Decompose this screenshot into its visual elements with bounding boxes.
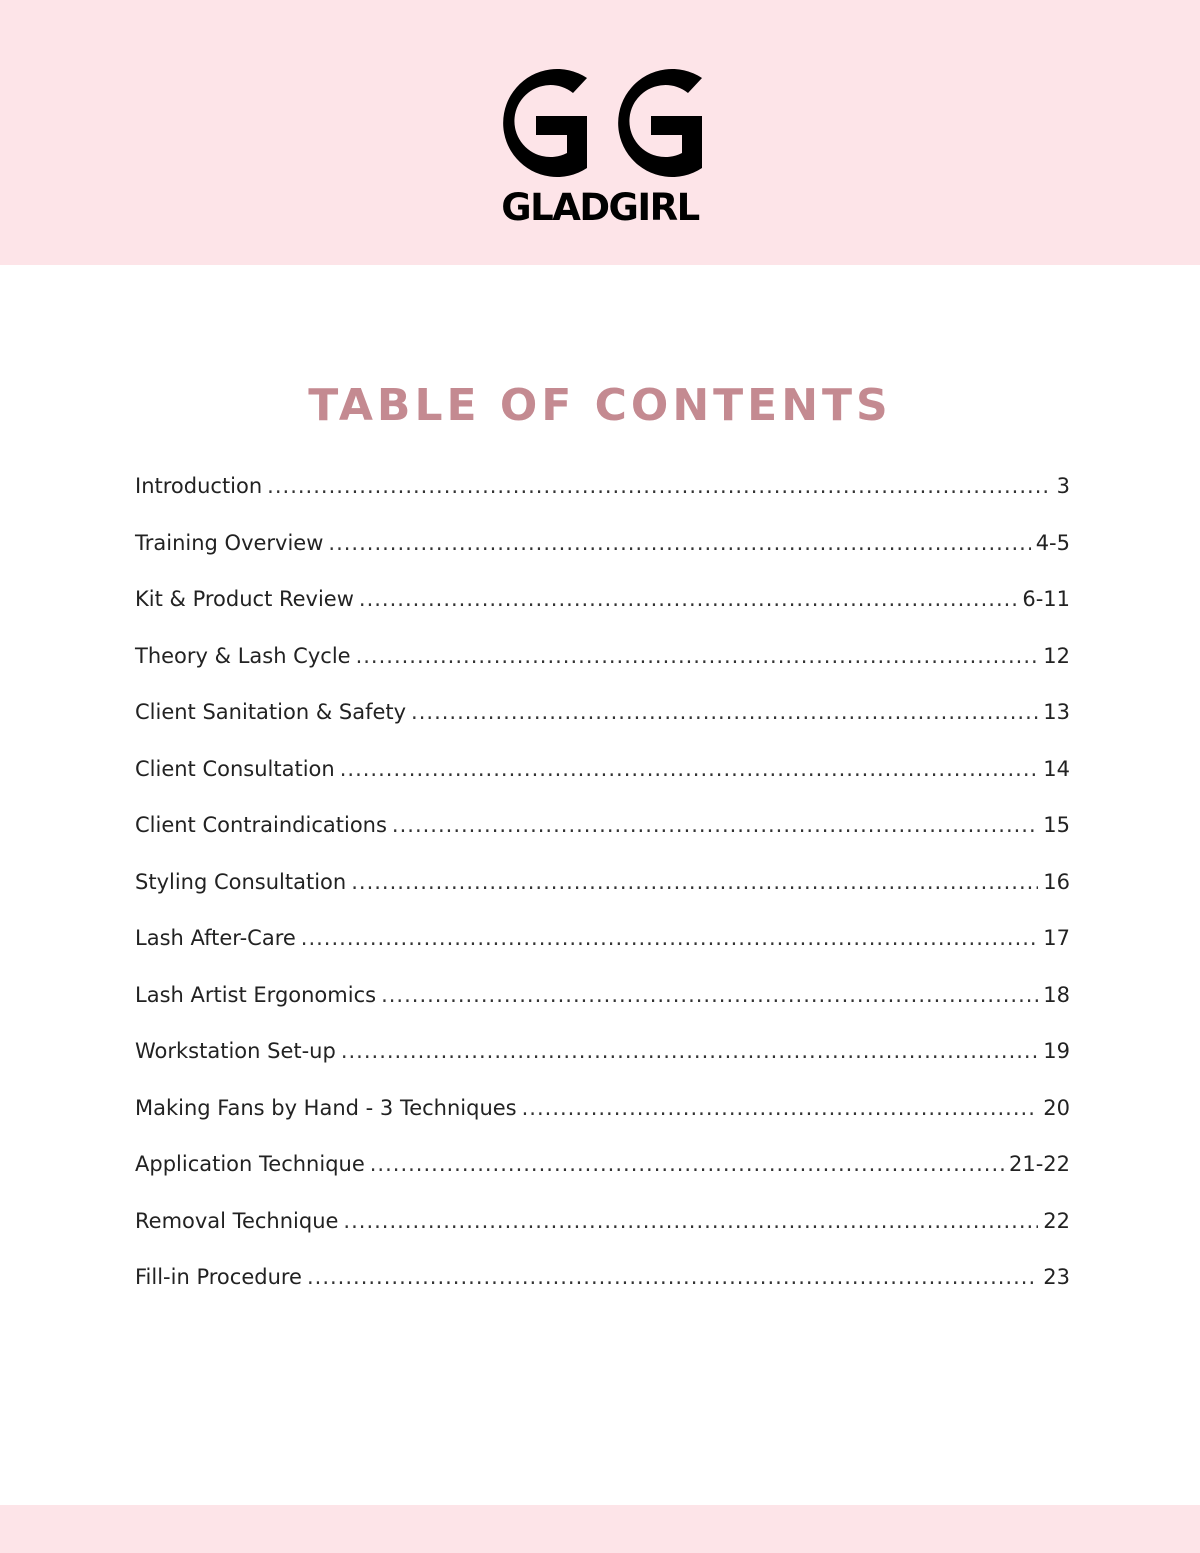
dot-leader [356,638,1039,674]
dot-leader [307,1259,1038,1295]
toc-entry [135,1033,1070,1090]
toc-entry-label: Training Overview [135,530,324,555]
toc-entry-page: 14 [1043,756,1070,781]
toc-title: TABLE OF CONTENTS [308,380,892,431]
dot-leader [343,1203,1038,1239]
toc-entry-page: 23 [1043,1265,1070,1289]
header-band [0,0,1200,265]
toc-entry [135,1146,1070,1203]
toc-entry-label: Lash After-Care [135,926,296,950]
toc-entry-label: Making Fans by Hand - 3 Techniques [135,1095,517,1120]
toc-entry [135,468,1070,525]
toc-entry-page: 12 [1043,643,1070,668]
toc-entry-label: Client Contraindications [135,813,387,837]
toc-entry-page: 17 [1043,926,1070,950]
toc-entry [135,864,1070,921]
toc-entry [135,807,1070,864]
toc-entry-label: Client Consultation [135,756,335,781]
dot-leader [341,1033,1038,1069]
dot-leader [370,1146,1004,1182]
dot-leader [328,525,1030,561]
toc-entry-page: 21-22 [1008,1152,1070,1176]
toc-entry-page: 19 [1043,1039,1070,1063]
toc-entry [135,751,1070,808]
toc-entry [135,1203,1070,1260]
toc-entry-label: Lash Artist Ergonomics [135,982,377,1007]
toc-entry-label: Introduction [135,474,263,498]
toc-entry-page: 16 [1043,869,1070,894]
toc-entry [135,694,1070,751]
toc-entry [135,525,1070,582]
dot-leader [381,977,1038,1013]
dot-leader [411,694,1038,730]
toc-entry [135,581,1070,638]
toc-list [135,468,1070,1316]
toc-entry-label: Kit & Product Review [135,587,354,611]
toc-entry-page: 15 [1043,813,1070,837]
toc-entry-page: 4-5 [1035,530,1070,555]
toc-entry-label: Client Sanitation & Safety [135,700,407,724]
toc-entry-page: 18 [1043,982,1070,1007]
toc-entry [135,1090,1070,1147]
toc-entry-label: Styling Consultation [135,869,347,894]
dot-leader [359,581,1017,617]
footer-band [0,1505,1200,1553]
dot-leader [351,864,1038,900]
toc-entry-page: 3 [1056,474,1070,498]
toc-entry-label: Workstation Set-up [135,1039,336,1063]
dot-leader [301,920,1038,956]
toc-entry-label: Fill-in Procedure [135,1265,302,1289]
toc-entry-page: 22 [1043,1208,1070,1233]
toc-entry [135,977,1070,1034]
toc-entry [135,920,1070,977]
toc-entry-label: Application Technique [135,1152,365,1176]
toc-entry-page: 13 [1043,700,1070,724]
logo-wordmark: GLADGIRL [501,186,699,229]
dot-leader [340,751,1039,787]
toc-entry [135,638,1070,695]
toc-entry [135,1259,1070,1316]
toc-entry-page: 20 [1043,1095,1070,1120]
gg-monogram-icon [476,48,724,188]
gladgirl-logo [476,48,724,228]
dot-leader [522,1090,1039,1126]
dot-leader [392,807,1038,843]
toc-entry-page: 6-11 [1022,587,1070,611]
dot-leader [267,468,1051,504]
toc-entry-label: Removal Technique [135,1208,339,1233]
toc-entry-label: Theory & Lash Cycle [135,643,351,668]
